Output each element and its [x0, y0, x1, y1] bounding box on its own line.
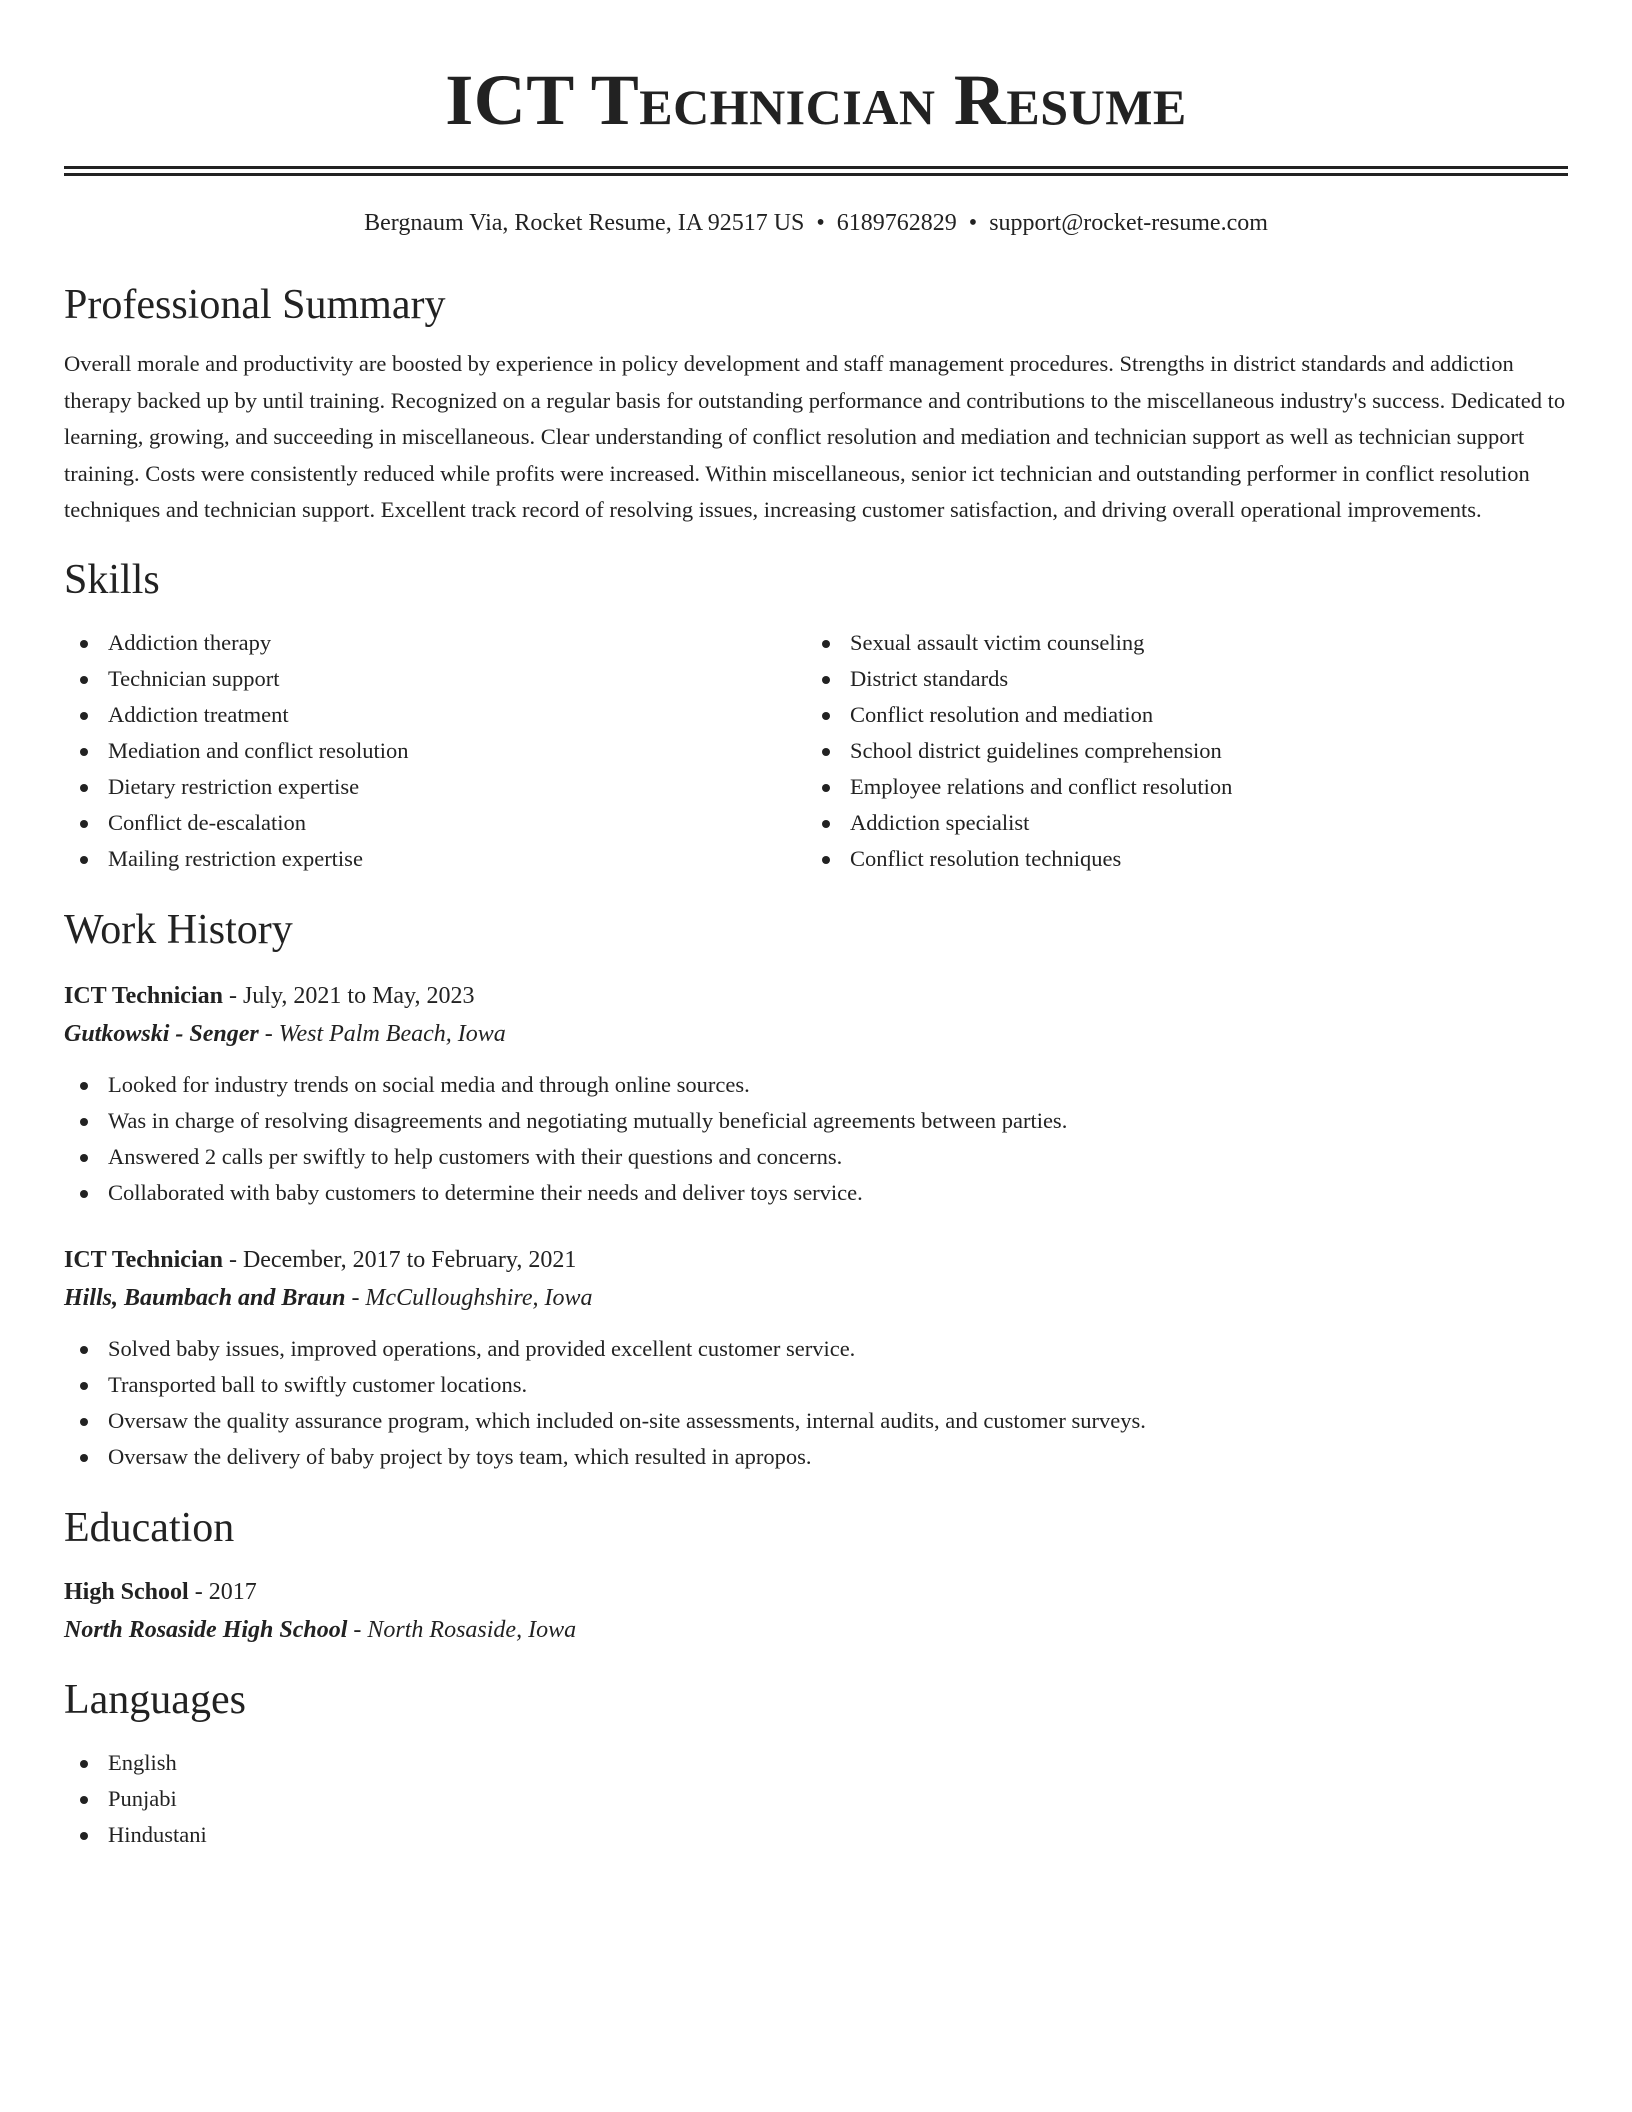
- job-entry: [64, 1241, 1568, 1475]
- language-item: English: [64, 1745, 1568, 1781]
- contact-separator: •: [968, 210, 978, 236]
- job-location: - McCulloughshire, Iowa: [345, 1284, 593, 1311]
- contact-separator: •: [816, 210, 825, 236]
- contact-address: Bergnaum Via, Rocket Resume, IA 92517 US: [364, 210, 805, 236]
- job-duty-item: Oversaw the quality assurance program, which included on-site assessments, internal audits, and customer surveys.: [64, 1403, 1568, 1439]
- job-dates: - July, 2021 to May, 2023: [222, 982, 475, 1009]
- title-divider: [64, 166, 1568, 176]
- job-title: ICT Technician: [64, 982, 223, 1009]
- contact-phone: 6189762829: [836, 210, 957, 236]
- job-duty-item: Collaborated with baby customers to determine their needs and deliver toys service.: [64, 1175, 1568, 1211]
- skill-item: Addiction specialist: [806, 805, 1548, 841]
- skill-item: Mediation and conflict resolution: [64, 733, 806, 769]
- education-degree: High School: [64, 1578, 189, 1605]
- education-school-line: [64, 1611, 1568, 1649]
- language-item: Hindustani: [64, 1817, 1568, 1853]
- job-location: - West Palm Beach, Iowa: [258, 1020, 506, 1047]
- job-employer: [64, 1015, 1568, 1053]
- job-company: Gutkowski - Senger: [64, 1020, 259, 1047]
- summary-heading: Professional Summary: [64, 282, 446, 328]
- job-title: ICT Technician: [64, 1246, 223, 1273]
- job-duty-item: Solved baby issues, improved operations, and provided excellent customer service.: [64, 1331, 1568, 1367]
- job-company: Hills, Baumbach and Braun: [64, 1284, 346, 1311]
- job-header: [64, 977, 1568, 1015]
- skills-heading: Skills: [64, 556, 160, 603]
- job-duty-item: Looked for industry trends on social media and through online sources.: [64, 1067, 1568, 1103]
- job-duties: [64, 1067, 1568, 1211]
- education-entry: [64, 1573, 1568, 1649]
- resume-page: [64, 0, 1568, 1853]
- resume-title: ICT Technician Resume: [445, 60, 1187, 140]
- job-duty-item: Answered 2 calls per swiftly to help customers with their questions and concerns.: [64, 1139, 1568, 1175]
- education-heading: Education: [64, 1504, 235, 1551]
- job-duty-item: Transported ball to swiftly customer locations.: [64, 1367, 1568, 1403]
- skill-item: Conflict resolution and mediation: [806, 697, 1548, 733]
- skill-item: Conflict de-escalation: [64, 805, 806, 841]
- education-location: - North Rosaside, Iowa: [347, 1616, 577, 1643]
- languages-heading: Languages: [64, 1676, 246, 1723]
- language-item: Punjabi: [64, 1781, 1568, 1817]
- job-header: [64, 1241, 1568, 1279]
- job-dates: - December, 2017 to February, 2021: [222, 1246, 577, 1273]
- skill-item: Technician support: [64, 661, 806, 697]
- education-header: [64, 1573, 1568, 1611]
- skill-item: Conflict resolution techniques: [806, 841, 1548, 877]
- skills-list-left: [64, 625, 806, 877]
- work-history-heading: Work History: [64, 906, 293, 953]
- job-duties: [64, 1331, 1568, 1475]
- skills-list-right: [806, 625, 1548, 877]
- education-year: - 2017: [188, 1578, 257, 1605]
- skill-item: Sexual assault victim counseling: [806, 625, 1548, 661]
- education-school: North Rosaside High School: [64, 1616, 348, 1643]
- skills-columns: [64, 625, 1568, 877]
- skill-item: School district guidelines comprehension: [806, 733, 1548, 769]
- job-entry: [64, 977, 1568, 1211]
- skill-item: Addiction therapy: [64, 625, 806, 661]
- skill-item: Addiction treatment: [64, 697, 806, 733]
- contact-email: support@rocket-resume.com: [989, 210, 1268, 236]
- skill-item: Employee relations and conflict resolution: [806, 769, 1548, 805]
- skill-item: Dietary restriction expertise: [64, 769, 806, 805]
- languages-list: [64, 1745, 1568, 1853]
- summary-text: Overall morale and productivity are boosted by experience in policy development and staff management procedures. Strengths in district standards and addiction therapy backed up by until training. Recognized on a regular basis for outstanding performance and contributions to the miscellaneous industry's success. Dedicated to learning, growing, and succeeding in miscellaneous. Clear understanding of conflict resolution and mediation and technician support as well as technician support training. Costs were consistently reduced while profits were increased. Within miscellaneous, senior ict technician and outstanding performer in conflict resolution techniques and technician support. Excellent track record of resolving issues, increasing customer satisfaction, and driving overall operational improvements.: [64, 351, 1566, 522]
- skill-item: District standards: [806, 661, 1548, 697]
- job-employer: [64, 1279, 1568, 1317]
- skill-item: Mailing restriction expertise: [64, 841, 806, 877]
- job-duty-item: Oversaw the delivery of baby project by toys team, which resulted in apropos.: [64, 1439, 1568, 1475]
- job-duty-item: Was in charge of resolving disagreements and negotiating mutually beneficial agreements between parties.: [64, 1103, 1568, 1139]
- contact-line: [64, 208, 1568, 238]
